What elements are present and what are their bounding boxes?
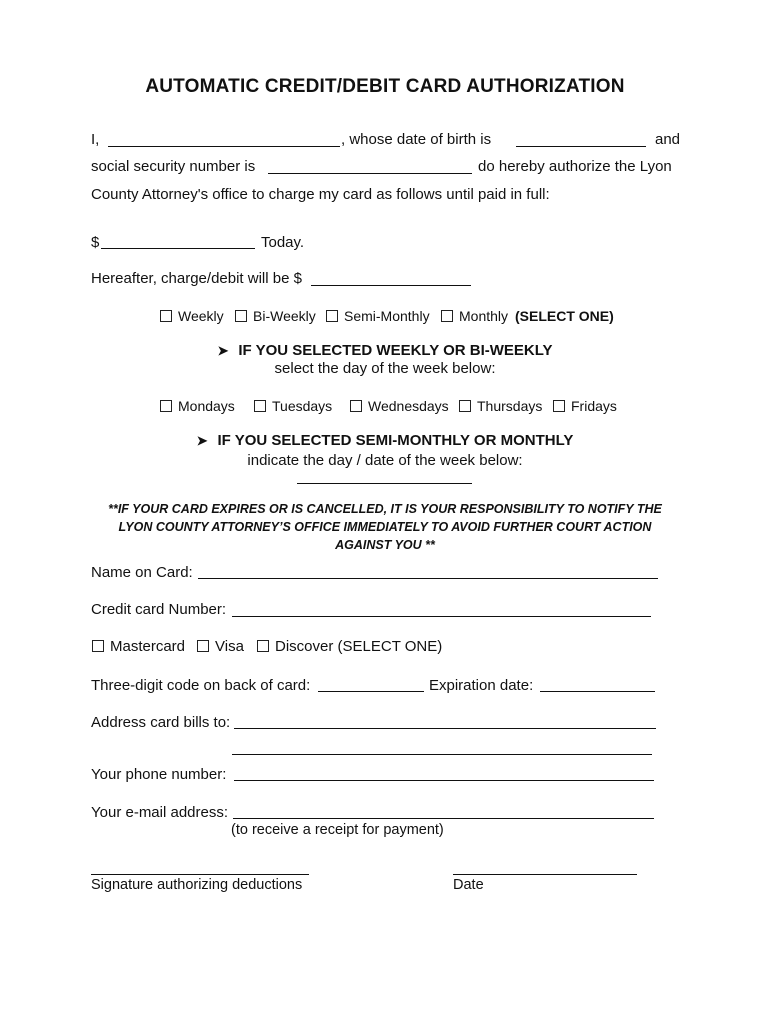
i-label: I,: [91, 131, 100, 148]
date-label: Date: [453, 877, 484, 893]
phone-field[interactable]: [234, 780, 654, 781]
ssn-field[interactable]: [268, 173, 472, 174]
checkbox-icon: [92, 640, 104, 652]
checkbox-icon: [350, 400, 362, 412]
name-on-card-field[interactable]: [198, 578, 658, 579]
dob-field[interactable]: [516, 146, 646, 147]
card-type-visa[interactable]: Visa: [197, 638, 244, 655]
weekly-heading: ➤ IF YOU SELECTED WEEKLY OR BI-WEEKLY: [217, 342, 553, 359]
ssn-text: social security number is: [91, 158, 256, 175]
notice-line-3: AGAINST YOU **: [335, 538, 435, 552]
phone-label: Your phone number:: [91, 766, 227, 783]
card-number-label: Credit card Number:: [91, 601, 227, 618]
address-label: Address card bills to:: [91, 714, 231, 731]
frequency-semi-monthly[interactable]: Semi-Monthly: [326, 308, 430, 324]
today-amount-field[interactable]: [101, 248, 255, 249]
checkbox-icon: [160, 400, 172, 412]
checkbox-icon: [553, 400, 565, 412]
monthly-heading: ➤ IF YOU SELECTED SEMI-MONTHLY OR MONTHLY: [196, 432, 574, 449]
checkbox-icon: [197, 640, 209, 652]
notice-line-1: **IF YOUR CARD EXPIRES OR IS CANCELLED, IT IS YOUR RESPONSIBILITY TO NOTIFY THE: [108, 502, 662, 516]
monthly-subheading: indicate the day / date of the week below:: [247, 452, 523, 469]
arrow-bullet-icon: ➤: [196, 433, 208, 448]
frequency-bi-weekly[interactable]: Bi-Weekly: [235, 308, 316, 324]
card-type-discover[interactable]: Discover (SELECT ONE): [257, 638, 442, 655]
address-field-line-1[interactable]: [234, 728, 656, 729]
date-field[interactable]: [453, 874, 637, 875]
name-on-card-label: Name on Card:: [91, 564, 193, 581]
arrow-bullet-icon: ➤: [217, 343, 229, 358]
frequency-weekly[interactable]: Weekly: [160, 308, 224, 324]
email-field[interactable]: [233, 818, 654, 819]
authorization-text: County Attorney's office to charge my card as follows until paid in full:: [91, 186, 550, 203]
day-fridays[interactable]: Fridays: [553, 398, 617, 414]
signature-label: Signature authorizing deductions: [91, 877, 303, 893]
dob-text: , whose date of birth is: [341, 131, 492, 148]
weekly-subheading: select the day of the week below:: [274, 360, 496, 377]
address-field-line-2[interactable]: [232, 754, 652, 755]
frequency-select-label: (SELECT ONE): [515, 308, 614, 324]
notice-line-2: LYON COUNTY ATTORNEY’S OFFICE IMMEDIATELY TO AVOID FURTHER COURT ACTION: [118, 520, 652, 534]
dollar-sign: $: [91, 234, 100, 251]
email-note: (to receive a receipt for payment): [231, 822, 444, 838]
hereafter-label: Hereafter, charge/debit will be $: [91, 270, 302, 287]
authorize-text: do hereby authorize the Lyon: [478, 158, 672, 175]
card-number-field[interactable]: [232, 616, 651, 617]
three-digit-field[interactable]: [318, 691, 424, 692]
checkbox-icon: [235, 310, 247, 322]
checkbox-icon: [441, 310, 453, 322]
day-thursdays[interactable]: Thursdays: [459, 398, 542, 414]
day-tuesdays[interactable]: Tuesdays: [254, 398, 332, 414]
day-wednesdays[interactable]: Wednesdays: [350, 398, 449, 414]
expiration-label: Expiration date:: [429, 677, 534, 694]
checkbox-icon: [257, 640, 269, 652]
three-digit-label: Three-digit code on back of card:: [91, 677, 311, 694]
signature-field[interactable]: [91, 874, 309, 875]
name-field[interactable]: [108, 146, 340, 147]
today-label: Today.: [261, 234, 305, 251]
day-mondays[interactable]: Mondays: [160, 398, 235, 414]
card-type-mastercard[interactable]: Mastercard: [92, 638, 185, 655]
day-date-field[interactable]: [297, 483, 472, 484]
frequency-monthly[interactable]: Monthly: [441, 308, 508, 324]
checkbox-icon: [160, 310, 172, 322]
checkbox-icon: [254, 400, 266, 412]
expiration-field[interactable]: [540, 691, 655, 692]
recurring-amount-field[interactable]: [311, 285, 471, 286]
page-title: AUTOMATIC CREDIT/DEBIT CARD AUTHORIZATION: [145, 76, 625, 97]
checkbox-icon: [459, 400, 471, 412]
checkbox-icon: [326, 310, 338, 322]
email-label: Your e-mail address:: [91, 804, 229, 821]
and-text: and: [655, 131, 681, 148]
